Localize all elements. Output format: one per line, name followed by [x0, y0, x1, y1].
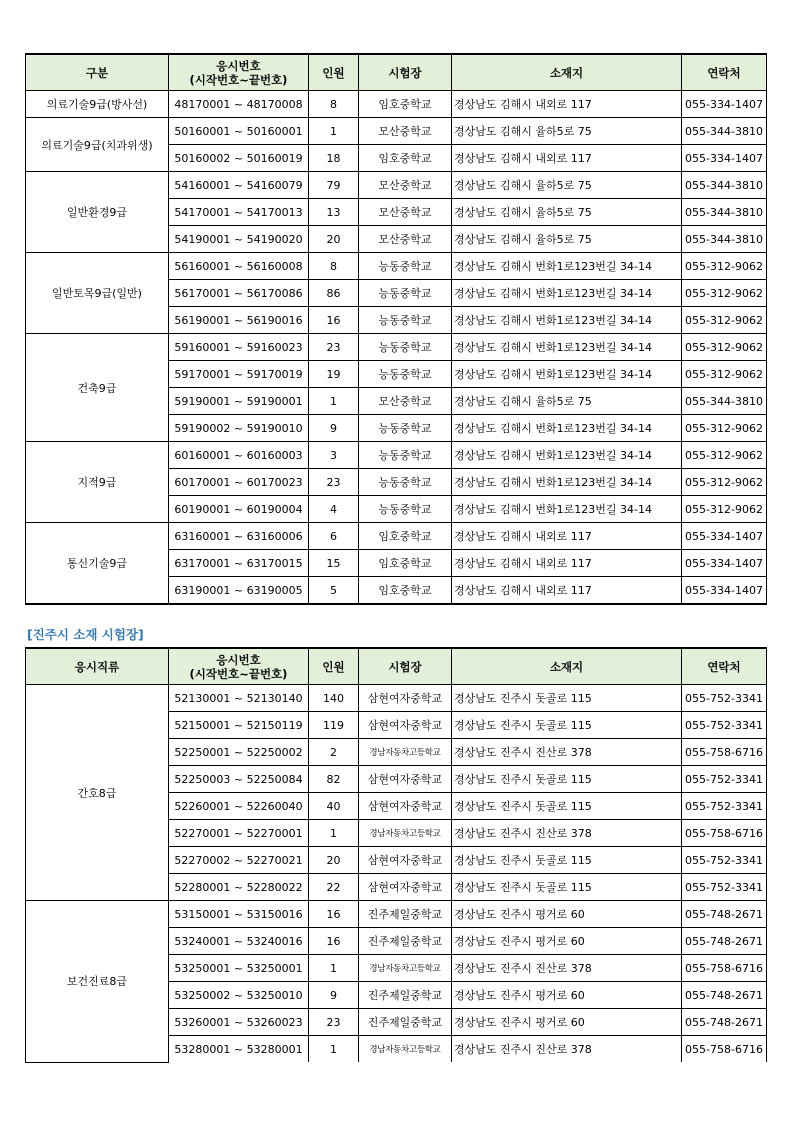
exam-range-cell: 48170001 ~ 48170008 — [169, 91, 309, 118]
address-cell: 경상남도 김해시 번화1로123번길 34-14 — [452, 334, 682, 361]
phone-cell: 055-752-3341 — [682, 793, 767, 820]
venue-cell: 삼현여자중학교 — [359, 712, 452, 739]
venue-cell: 삼현여자중학교 — [359, 874, 452, 901]
phone-cell: 055-344-3810 — [682, 226, 767, 253]
phone-cell: 055-334-1407 — [682, 91, 767, 118]
phone-cell: 055-748-2671 — [682, 928, 767, 955]
header-exam-number-line2: (시작번호~끝번호) — [189, 72, 288, 87]
address-cell: 경상남도 진주시 평거로 60 — [452, 901, 682, 928]
venue-cell: 삼현여자중학교 — [359, 766, 452, 793]
header-address: 소재지 — [452, 54, 682, 91]
header-exam-number-line2: (시작번호~끝번호) — [189, 666, 288, 681]
exam-range-cell: 54170001 ~ 54170013 — [169, 199, 309, 226]
count-cell: 82 — [309, 766, 359, 793]
count-cell: 1 — [309, 955, 359, 982]
address-cell: 경상남도 김해시 번화1로123번길 34-14 — [452, 307, 682, 334]
venue-cell: 삼현여자중학교 — [359, 793, 452, 820]
exam-range-cell: 63190001 ~ 63190005 — [169, 577, 309, 605]
count-cell: 6 — [309, 523, 359, 550]
count-cell: 20 — [309, 226, 359, 253]
phone-cell: 055-752-3341 — [682, 766, 767, 793]
venue-cell: 모산중학교 — [359, 118, 452, 145]
exam-range-cell: 54190001 ~ 54190020 — [169, 226, 309, 253]
venue-cell: 능동중학교 — [359, 496, 452, 523]
address-cell: 경상남도 진주시 평거로 60 — [452, 1009, 682, 1036]
count-cell: 3 — [309, 442, 359, 469]
count-cell: 19 — [309, 361, 359, 388]
exam-range-cell: 53240001 ~ 53240016 — [169, 928, 309, 955]
header-contact: 연락처 — [682, 648, 767, 685]
exam-range-cell: 60160001 ~ 60160003 — [169, 442, 309, 469]
exam-range-cell: 63170001 ~ 63170015 — [169, 550, 309, 577]
exam-range-cell: 52280001 ~ 52280022 — [169, 874, 309, 901]
category-cell: 지적9급 — [26, 442, 169, 523]
count-cell: 13 — [309, 199, 359, 226]
phone-cell: 055-344-3810 — [682, 388, 767, 415]
venue-cell: 능동중학교 — [359, 280, 452, 307]
exam-range-cell: 59170001 ~ 59170019 — [169, 361, 309, 388]
venue-cell: 능동중학교 — [359, 253, 452, 280]
exam-range-cell: 53260001 ~ 53260023 — [169, 1009, 309, 1036]
exam-range-cell: 53280001 ~ 53280001 — [169, 1036, 309, 1063]
venue-cell: 진주제일중학교 — [359, 982, 452, 1009]
address-cell: 경상남도 김해시 내외로 117 — [452, 145, 682, 172]
exam-range-cell: 54160001 ~ 54160079 — [169, 172, 309, 199]
phone-cell: 055-752-3341 — [682, 847, 767, 874]
table-header-row — [26, 54, 767, 91]
phone-cell: 055-334-1407 — [682, 145, 767, 172]
header-contact: 연락처 — [682, 54, 767, 91]
exam-range-cell: 50160002 ~ 50160019 — [169, 145, 309, 172]
table-row — [26, 901, 767, 928]
venue-cell: 임호중학교 — [359, 577, 452, 605]
count-cell: 8 — [309, 253, 359, 280]
count-cell: 23 — [309, 1009, 359, 1036]
exam-range-cell: 59160001 ~ 59160023 — [169, 334, 309, 361]
count-cell: 1 — [309, 118, 359, 145]
phone-cell: 055-752-3341 — [682, 712, 767, 739]
header-venue: 시험장 — [359, 648, 452, 685]
count-cell: 40 — [309, 793, 359, 820]
header-count: 인원 — [309, 54, 359, 91]
exam-range-cell: 53250001 ~ 53250001 — [169, 955, 309, 982]
phone-cell: 055-334-1407 — [682, 550, 767, 577]
category-cell: 일반환경9급 — [26, 172, 169, 253]
address-cell: 경상남도 김해시 내외로 117 — [452, 91, 682, 118]
table-row — [26, 685, 767, 712]
table-row — [26, 91, 767, 118]
venue-cell: 삼현여자중학교 — [359, 847, 452, 874]
address-cell: 경상남도 김해시 율하5로 75 — [452, 226, 682, 253]
venue-cell: 경남자동차고등학교 — [359, 955, 452, 982]
exam-range-cell: 52270001 ~ 52270001 — [169, 820, 309, 847]
count-cell: 9 — [309, 415, 359, 442]
venue-cell: 모산중학교 — [359, 388, 452, 415]
count-cell: 4 — [309, 496, 359, 523]
category-cell: 의료기술9급(방사선) — [26, 91, 169, 118]
exam-range-cell: 63160001 ~ 63160006 — [169, 523, 309, 550]
phone-cell: 055-334-1407 — [682, 523, 767, 550]
address-cell: 경상남도 김해시 내외로 117 — [452, 550, 682, 577]
exam-range-cell: 50160001 ~ 50160001 — [169, 118, 309, 145]
venue-cell: 임호중학교 — [359, 523, 452, 550]
header-venue: 시험장 — [359, 54, 452, 91]
phone-cell: 055-344-3810 — [682, 172, 767, 199]
section-title-jinju: [진주시 소재 시험장] — [27, 627, 144, 642]
phone-cell: 055-748-2671 — [682, 982, 767, 1009]
table-row — [26, 172, 767, 199]
address-cell: 경상남도 김해시 내외로 117 — [452, 523, 682, 550]
table-row — [26, 523, 767, 550]
phone-cell: 055-312-9062 — [682, 253, 767, 280]
address-cell: 경상남도 김해시 번화1로123번길 34-14 — [452, 442, 682, 469]
exam-range-cell: 52150001 ~ 52150119 — [169, 712, 309, 739]
address-cell: 경상남도 진주시 평거로 60 — [452, 982, 682, 1009]
phone-cell: 055-748-2671 — [682, 901, 767, 928]
address-cell: 경상남도 김해시 내외로 117 — [452, 577, 682, 605]
header-exam-number-line1: 응시번호 — [216, 58, 261, 73]
venue-cell: 모산중학교 — [359, 172, 452, 199]
exam-range-cell: 52260001 ~ 52260040 — [169, 793, 309, 820]
venue-cell: 능동중학교 — [359, 415, 452, 442]
header-address: 소재지 — [452, 648, 682, 685]
count-cell: 20 — [309, 847, 359, 874]
exam-range-cell: 56170001 ~ 56170086 — [169, 280, 309, 307]
count-cell: 8 — [309, 91, 359, 118]
category-cell: 간호8급 — [26, 685, 169, 901]
count-cell: 16 — [309, 901, 359, 928]
address-cell: 경상남도 진주시 돗골로 115 — [452, 847, 682, 874]
phone-cell: 055-344-3810 — [682, 118, 767, 145]
address-cell: 경상남도 진주시 돗골로 115 — [452, 766, 682, 793]
venue-cell: 진주제일중학교 — [359, 1009, 452, 1036]
count-cell: 23 — [309, 334, 359, 361]
venue-cell: 모산중학교 — [359, 226, 452, 253]
venue-cell: 능동중학교 — [359, 334, 452, 361]
phone-cell: 055-758-6716 — [682, 1036, 767, 1063]
address-cell: 경상남도 진주시 진산로 378 — [452, 1036, 682, 1063]
phone-cell: 055-758-6716 — [682, 955, 767, 982]
count-cell: 79 — [309, 172, 359, 199]
venue-cell: 능동중학교 — [359, 361, 452, 388]
phone-cell: 055-748-2671 — [682, 1009, 767, 1036]
table-row — [26, 334, 767, 361]
count-cell: 23 — [309, 469, 359, 496]
venue-cell: 삼현여자중학교 — [359, 685, 452, 712]
count-cell: 16 — [309, 307, 359, 334]
address-cell: 경상남도 진주시 진산로 378 — [452, 739, 682, 766]
address-cell: 경상남도 진주시 진산로 378 — [452, 955, 682, 982]
jinju-venue-table — [25, 647, 767, 1063]
exam-range-cell: 52270002 ~ 52270021 — [169, 847, 309, 874]
venue-cell: 임호중학교 — [359, 145, 452, 172]
address-cell: 경상남도 김해시 번화1로123번길 34-14 — [452, 496, 682, 523]
count-cell: 5 — [309, 577, 359, 605]
count-cell: 2 — [309, 739, 359, 766]
table-row — [26, 253, 767, 280]
table-row — [26, 118, 767, 145]
phone-cell: 055-752-3341 — [682, 685, 767, 712]
venue-cell: 경남자동차고등학교 — [359, 1036, 452, 1063]
address-cell: 경상남도 김해시 율하5로 75 — [452, 388, 682, 415]
phone-cell: 055-312-9062 — [682, 415, 767, 442]
phone-cell: 055-312-9062 — [682, 442, 767, 469]
venue-cell: 능동중학교 — [359, 442, 452, 469]
venue-cell: 진주제일중학교 — [359, 928, 452, 955]
count-cell: 18 — [309, 145, 359, 172]
exam-range-cell: 52130001 ~ 52130140 — [169, 685, 309, 712]
exam-range-cell: 60190001 ~ 60190004 — [169, 496, 309, 523]
address-cell: 경상남도 진주시 돗골로 115 — [452, 874, 682, 901]
venue-cell: 능동중학교 — [359, 307, 452, 334]
count-cell: 119 — [309, 712, 359, 739]
address-cell: 경상남도 김해시 율하5로 75 — [452, 118, 682, 145]
exam-range-cell: 59190002 ~ 59190010 — [169, 415, 309, 442]
address-cell: 경상남도 김해시 번화1로123번길 34-14 — [452, 361, 682, 388]
phone-cell: 055-312-9062 — [682, 469, 767, 496]
exam-range-cell: 52250001 ~ 52250002 — [169, 739, 309, 766]
phone-cell: 055-334-1407 — [682, 577, 767, 605]
header-count: 인원 — [309, 648, 359, 685]
header-category: 구분 — [26, 54, 169, 91]
phone-cell: 055-312-9062 — [682, 280, 767, 307]
venue-cell: 능동중학교 — [359, 469, 452, 496]
phone-cell: 055-758-6716 — [682, 739, 767, 766]
exam-range-cell: 56190001 ~ 56190016 — [169, 307, 309, 334]
address-cell: 경상남도 진주시 평거로 60 — [452, 928, 682, 955]
table-header-row — [26, 648, 767, 685]
count-cell: 1 — [309, 388, 359, 415]
venue-cell: 경남자동차고등학교 — [359, 739, 452, 766]
phone-cell: 055-344-3810 — [682, 199, 767, 226]
exam-range-cell: 60170001 ~ 60170023 — [169, 469, 309, 496]
gimhae-venue-table — [25, 53, 767, 605]
venue-cell: 임호중학교 — [359, 550, 452, 577]
count-cell: 1 — [309, 1036, 359, 1063]
venue-cell: 모산중학교 — [359, 199, 452, 226]
exam-range-cell: 53250002 ~ 53250010 — [169, 982, 309, 1009]
count-cell: 22 — [309, 874, 359, 901]
count-cell: 15 — [309, 550, 359, 577]
count-cell: 86 — [309, 280, 359, 307]
venue-cell: 경남자동차고등학교 — [359, 820, 452, 847]
address-cell: 경상남도 진주시 진산로 378 — [452, 820, 682, 847]
count-cell: 16 — [309, 928, 359, 955]
category-cell: 보건진료8급 — [26, 901, 169, 1063]
exam-range-cell: 52250003 ~ 52250084 — [169, 766, 309, 793]
count-cell: 140 — [309, 685, 359, 712]
header-exam-number — [169, 54, 309, 91]
address-cell: 경상남도 김해시 율하5로 75 — [452, 172, 682, 199]
phone-cell: 055-312-9062 — [682, 361, 767, 388]
address-cell: 경상남도 김해시 번화1로123번길 34-14 — [452, 280, 682, 307]
phone-cell: 055-752-3341 — [682, 874, 767, 901]
header-exam-number — [169, 648, 309, 685]
phone-cell: 055-758-6716 — [682, 820, 767, 847]
category-cell: 일반토목9급(일반) — [26, 253, 169, 334]
address-cell: 경상남도 김해시 번화1로123번길 34-14 — [452, 469, 682, 496]
exam-range-cell: 56160001 ~ 56160008 — [169, 253, 309, 280]
category-cell: 통신기술9급 — [26, 523, 169, 605]
address-cell: 경상남도 진주시 돗골로 115 — [452, 685, 682, 712]
venue-cell: 임호중학교 — [359, 91, 452, 118]
address-cell: 경상남도 진주시 돗골로 115 — [452, 712, 682, 739]
address-cell: 경상남도 김해시 번화1로123번길 34-14 — [452, 415, 682, 442]
count-cell: 9 — [309, 982, 359, 1009]
count-cell: 1 — [309, 820, 359, 847]
exam-range-cell: 53150001 ~ 53150016 — [169, 901, 309, 928]
table-row — [26, 442, 767, 469]
phone-cell: 055-312-9062 — [682, 334, 767, 361]
address-cell: 경상남도 김해시 율하5로 75 — [452, 199, 682, 226]
header-category: 응시직류 — [26, 648, 169, 685]
header-exam-number-line1: 응시번호 — [216, 652, 261, 667]
phone-cell: 055-312-9062 — [682, 307, 767, 334]
exam-range-cell: 59190001 ~ 59190001 — [169, 388, 309, 415]
venue-cell: 진주제일중학교 — [359, 901, 452, 928]
category-cell: 의료기술9급(치과위생) — [26, 118, 169, 172]
address-cell: 경상남도 김해시 번화1로123번길 34-14 — [452, 253, 682, 280]
phone-cell: 055-312-9062 — [682, 496, 767, 523]
address-cell: 경상남도 진주시 돗골로 115 — [452, 793, 682, 820]
category-cell: 건축9급 — [26, 334, 169, 442]
